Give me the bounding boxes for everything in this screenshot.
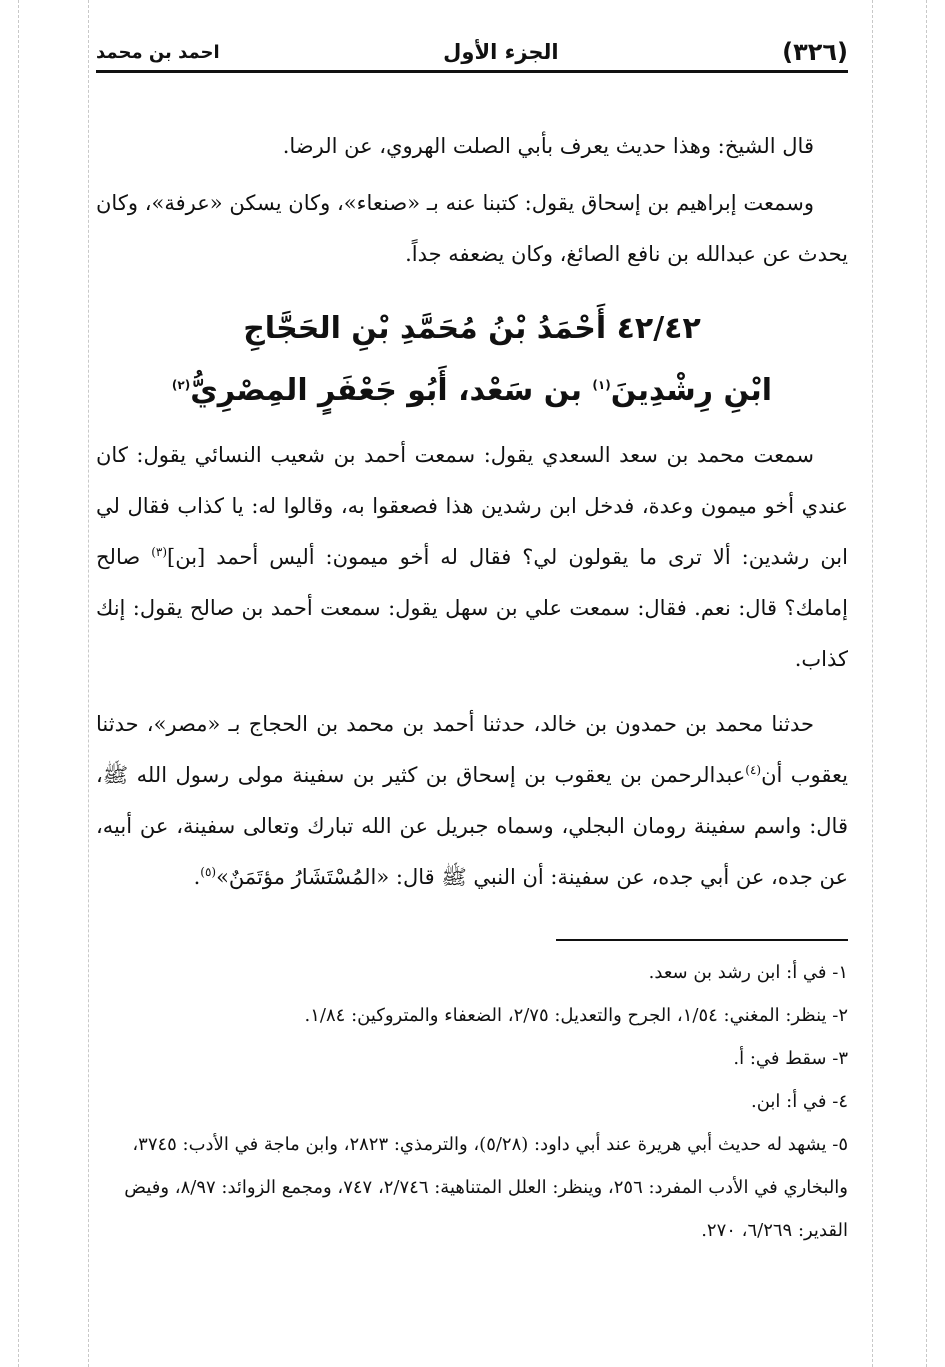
footnote-ref: (١) [592,378,611,392]
paragraph: قال الشيخ: وهذا حديث يعرف بأبي الصلت الهروي، عن الرضا. [282,134,814,158]
paragraph: وسمعت إبراهيم بن إسحاق يقول: كتبنا عنه بـ «صنعاء»، وكان يسكن «عرفة»، وكان يحدث عن عبدالله بن نافع الصائغ، وكان يضعفه جداً. [96,191,848,266]
volume-title: الجزء الأول [443,40,559,64]
entry-title-line-2 [96,362,848,420]
text-run: صالح إمامك؟ قال: نعم. فقال: سمعت علي بن سهل يقول: سمعت أحمد بن صالح يقول: إنك كذاب. [96,545,848,671]
entry-title-part: بن سَعْد، أَبُو جَعْفَرٍ المِصْرِيُّ [190,373,593,408]
running-header [96,34,848,73]
paragraph [96,430,848,685]
footnote: ١- في أ: ابن رشد بن سعد. [648,962,848,983]
scan-guide-line [926,0,927,1367]
footnote-ref: (٢) [171,378,191,392]
entry-title-line-1: ٤٢/٤٢ أَحْمَدُ بْنُ مُحَمَّدِ بْنِ الحَجَّاجِ [243,311,701,346]
text-run: عبدالرحمن بن يعقوب بن إسحاق بن كثير بن سفينة مولى رسول الله ﷺ، قال: واسم سفينة رومان البجلي، وسماه جبريل عن الله تبارك وتعالى سفينة، عن أبيه، عن جده، عن أبي جده، عن سفينة: أن النبي ﷺ قال: «المُسْتَشَارُ مؤتَمَنٌ» [96,763,848,889]
paragraph [96,699,848,903]
scan-guide-line [18,0,19,1367]
scan-guide-line [88,0,89,1367]
footnote-ref: (٣) [151,545,168,559]
footnote-ref: (٥) [200,865,217,879]
text-run: حدثنا محمد بن حمدون بن خالد، حدثنا أحمد بن محمد بن الحجاج بـ «مصر»، حدثنا يعقوب أن [96,712,848,787]
main-text [96,121,848,903]
entry-title-part: ابْنِ رِشْدِينَ [610,373,773,408]
page-number: (٣٢٦) [782,38,848,66]
footnote-separator [556,939,848,941]
footnotes [96,951,848,1252]
footnote-ref: (٤) [745,763,762,777]
footnote: ٤- في أ: ابن. [750,1091,848,1112]
running-author: احمد بن محمد [96,41,220,63]
footnote: ٢- ينظر: المغني: ١/٥٤، الجرح والتعديل: ٢/٧٥، الضعفاء والمتروكين: ١/٨٤. [304,1005,848,1026]
text-run: . [193,865,201,889]
footnote: ٣- سقط في: أ. [733,1048,848,1069]
text-run: سمعت محمد بن سعد السعدي يقول: سمعت أحمد بن شعيب النسائي يقول: كان عندي أخو ميمون وعدة، فدخل ابن رشدين هذا فصعقوا به، وقالوا له: يا كذاب فقال لي ابن رشدين: ألا ترى ما يقولون لي؟ فقال له أخو ميمون: أليس أحمد [بن] [96,443,848,569]
entry-heading [96,300,848,420]
footnote: ٥- يشهد له حديث أبي هريرة عند أبي داود: (٥/٢٨)، والترمذي: ٢٨٢٣، وابن ماجة في الأدب: ٣٧٤٥، والبخاري في الأدب المفرد: ٢٥٦، وينظر: العلل المتناهية: ٢/٧٤٦، ٧٤٧، ومجمع الزوائد: ٨/٩٧، وفيض القدير: ٦/٢٦٩، ٢٧٠. [124,1134,848,1241]
book-page [96,34,848,1252]
scan-guide-line [872,0,873,1367]
